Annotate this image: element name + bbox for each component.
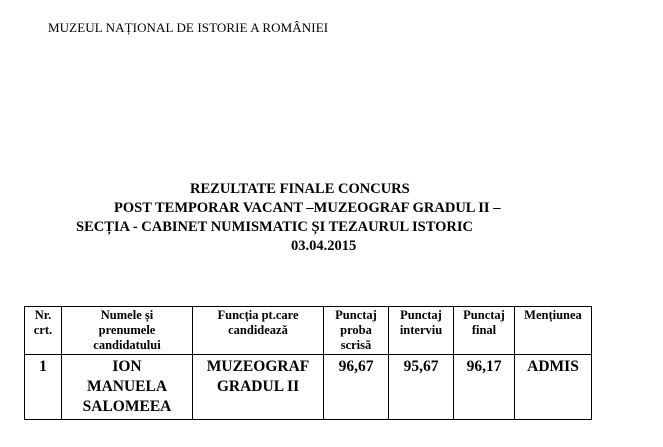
cell-nr: 1	[25, 355, 62, 420]
results-table	[24, 306, 592, 420]
header-interview-line: interviu	[399, 323, 443, 337]
cell-function-line: GRADUL II	[216, 378, 300, 395]
header-function	[193, 307, 324, 355]
title-line-3: SECȚIA - CABINET NUMISMATIC ȘI TEZAURUL ISTORIC	[76, 219, 473, 235]
cell-final-score: 96,17	[454, 355, 515, 420]
header-mention	[515, 307, 592, 355]
title-line-2: POST TEMPORAR VACANT –MUZEOGRAF GRADUL II –	[114, 200, 501, 216]
header-written-score	[324, 307, 389, 355]
header-name-line: prenumele	[98, 323, 156, 337]
header-interview-score	[389, 307, 454, 355]
header-function-line: Funcția pt.care	[217, 308, 299, 322]
header-name	[62, 307, 193, 355]
header-interview-line: Punctaj	[400, 308, 442, 322]
cell-function-line: MUZEOGRAF	[206, 358, 310, 375]
header-written-line: Punctaj	[335, 308, 377, 322]
header-written-line: proba	[340, 323, 372, 337]
header-written-line: scrisă	[340, 338, 372, 352]
header-nr-line: Nr.	[34, 308, 52, 322]
cell-name-line: ION	[112, 358, 142, 375]
cell-mention: ADMIS	[515, 355, 592, 420]
header-name-line: candidatului	[93, 338, 161, 352]
cell-interview-score: 95,67	[389, 355, 454, 420]
cell-name-line: MANUELA	[86, 378, 168, 395]
header-nr	[25, 307, 62, 355]
institution-name: MUZEUL NAȚIONAL DE ISTORIE A ROMÂNIEI	[48, 20, 329, 35]
header-name-line: Numele și	[100, 308, 154, 322]
title-date: 03.04.2015	[291, 238, 357, 254]
header-nr-line: crt.	[33, 323, 53, 337]
header-final-line: Punctaj	[463, 308, 505, 322]
table-header-row	[25, 307, 592, 355]
header-final-score	[454, 307, 515, 355]
table-row	[25, 355, 592, 420]
cell-name	[62, 355, 193, 420]
title-line-1: REZULTATE FINALE CONCURS	[190, 181, 410, 197]
header-mention-line: Mențiunea	[524, 308, 582, 322]
header-final-line: final	[471, 323, 497, 337]
cell-name-line: SALOMEEA	[82, 398, 172, 415]
header-function-line: candidează	[228, 323, 288, 337]
cell-written-score: 96,67	[324, 355, 389, 420]
cell-function	[193, 355, 324, 420]
